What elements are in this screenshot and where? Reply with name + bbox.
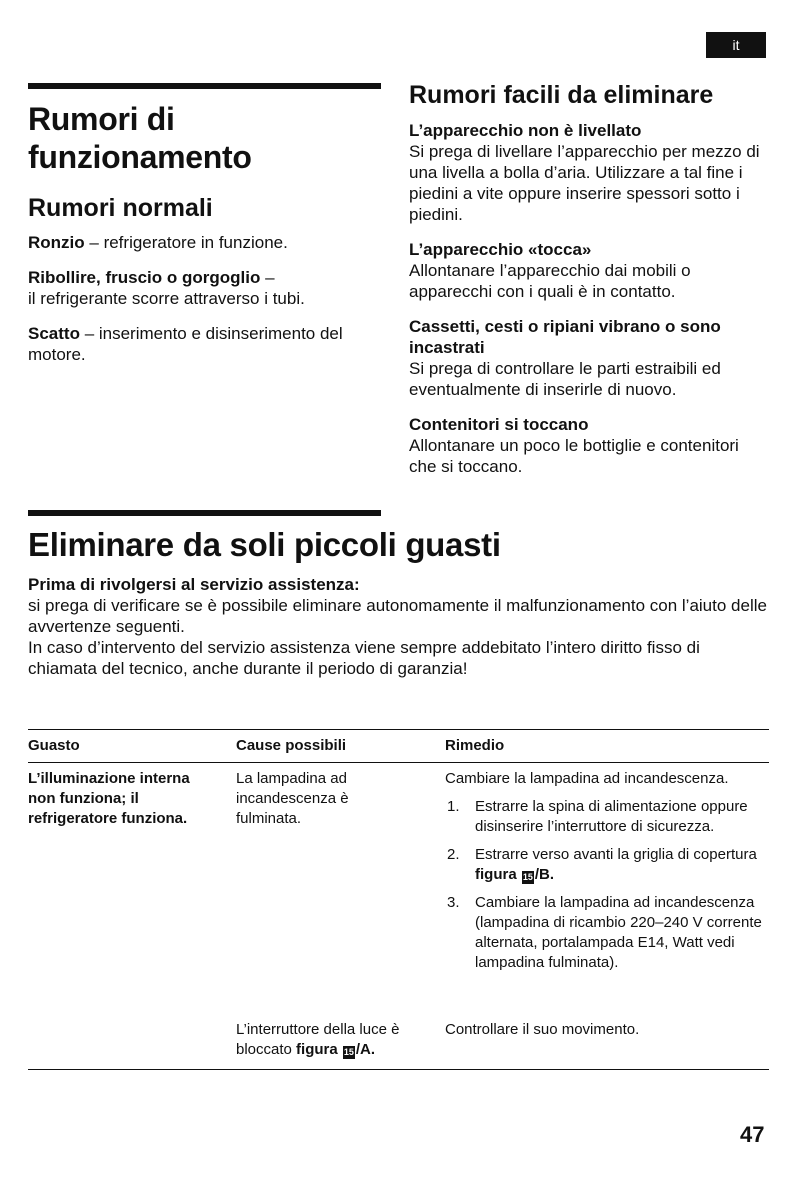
step-text: Cambiare la lampadina ad incandescenza (lampadina di ricambio 220–240 V corrente alternata, portalampada E14, Watt vedi lampadina fulminata).: [475, 894, 762, 971]
cause-cell-1: La lampadina ad incandescenza è fulminata.: [236, 770, 349, 827]
remedy-cell-2: Controllare il suo movimento.: [445, 1021, 640, 1038]
step-item: [445, 797, 770, 837]
noise-item: [28, 323, 363, 365]
table-header-rule: [28, 762, 769, 763]
heading-operating-noises: Rumori di funzionamento: [28, 101, 252, 175]
heading-easy-noises: Rumori facili da eliminare: [409, 81, 714, 109]
figure-ref-suffix: /A.: [355, 1041, 376, 1058]
step-number: 2.: [447, 846, 460, 863]
remedy-steps: [445, 797, 770, 973]
cause-text: L’interruttore della luce è bloccato: [236, 1021, 400, 1058]
intro-heading: Prima di rivolgersi al servizio assistenza:: [28, 575, 360, 594]
figure-number-icon: 15: [343, 1047, 354, 1057]
noise-desc: inserimento e disinserimento del motore.: [28, 324, 343, 364]
noise-term: Ronzio: [28, 233, 85, 252]
heading-troubleshooting: Eliminare da soli piccoli guasti: [28, 526, 501, 563]
page-number: 47: [740, 1122, 765, 1147]
language-badge: it: [706, 32, 766, 58]
table-top-rule: [28, 729, 769, 730]
item-heading: Contenitori si toccano: [409, 415, 589, 434]
separator: –: [84, 233, 104, 252]
step-text: Estrarre la spina di alimentazione oppure disinserire l’interruttore di sicurezza.: [475, 798, 748, 835]
figure-ref-label: figura: [296, 1041, 338, 1058]
table-bottom-rule: [28, 1069, 769, 1070]
item-heading: L’apparecchio non è livellato: [409, 121, 642, 140]
intro-text: si prega di verificare se è possibile eliminare autonomamente il malfunzionamento con l’aiuto delle avvertenze seguenti.: [28, 596, 767, 636]
intro-text-warranty: In caso d’intervento del servizio assistenza viene sempre addebitato l’intero diritto fisso di chiamata del tecnico, anche durante il periodo di garanzia!: [28, 638, 700, 678]
item-heading: Cassetti, cesti o ripiani vibrano o sono incastrati: [409, 317, 721, 357]
section-rule-troubleshooting: [28, 510, 381, 516]
item-text: Allontanare l’apparecchio dai mobili o apparecchi con i quali è in contatto.: [409, 261, 691, 301]
easy-noise-item: [409, 316, 769, 400]
section-rule-left: [28, 83, 381, 89]
step-number: 3.: [447, 894, 460, 911]
item-text: Allontanare un poco le bottiglie e contenitori che si toccano.: [409, 436, 739, 476]
step-item: [445, 893, 770, 973]
remedy-text: Cambiare la lampadina ad incandescenza.: [445, 770, 729, 787]
noise-term: Scatto: [28, 324, 80, 343]
fault-cell: L’illuminazione interna non funziona; il refrigeratore funziona.: [28, 770, 190, 827]
separator: –: [260, 268, 275, 287]
step-number: 1.: [447, 798, 460, 815]
figure-ref-label: figura: [475, 866, 517, 883]
item-text: Si prega di livellare l’apparecchio per mezzo di una livella a bolla d’aria. Utilizzare a tal fine i piedini a vite oppure inserire spessori sotto i piedini.: [409, 142, 760, 224]
easy-noise-item: [409, 414, 769, 477]
normal-noises-list: [28, 232, 363, 379]
figure-number-icon: 15: [522, 872, 533, 882]
noise-desc: il refrigerante scorre attraverso i tubi.: [28, 289, 305, 308]
table-header-causes: Cause possibili: [236, 737, 347, 754]
item-heading: L’apparecchio «tocca»: [409, 240, 592, 259]
step-text: Estrarre verso avanti la griglia di copertura: [475, 846, 757, 863]
easy-noises-list: [409, 120, 769, 491]
noise-item: [28, 232, 363, 253]
table-header-remedy: Rimedio: [445, 737, 505, 754]
easy-noise-item: [409, 120, 769, 225]
figure-ref-suffix: /B.: [534, 866, 555, 883]
easy-noise-item: [409, 239, 769, 302]
table-header-fault: Guasto: [28, 737, 80, 754]
cause-cell-2: [236, 1020, 426, 1060]
noise-item: [28, 267, 363, 309]
item-text: Si prega di controllare le parti estraibili ed eventualmente di inserirle di nuovo.: [409, 359, 721, 399]
troubleshooting-intro: [28, 574, 773, 679]
step-item: [445, 845, 770, 885]
heading-normal-noises: Rumori normali: [28, 194, 213, 222]
noise-desc: refrigeratore in funzione.: [103, 233, 288, 252]
separator: –: [79, 324, 99, 343]
remedy-cell-1: [445, 769, 770, 973]
noise-term: Ribollire, fruscio o gorgoglio: [28, 268, 261, 287]
